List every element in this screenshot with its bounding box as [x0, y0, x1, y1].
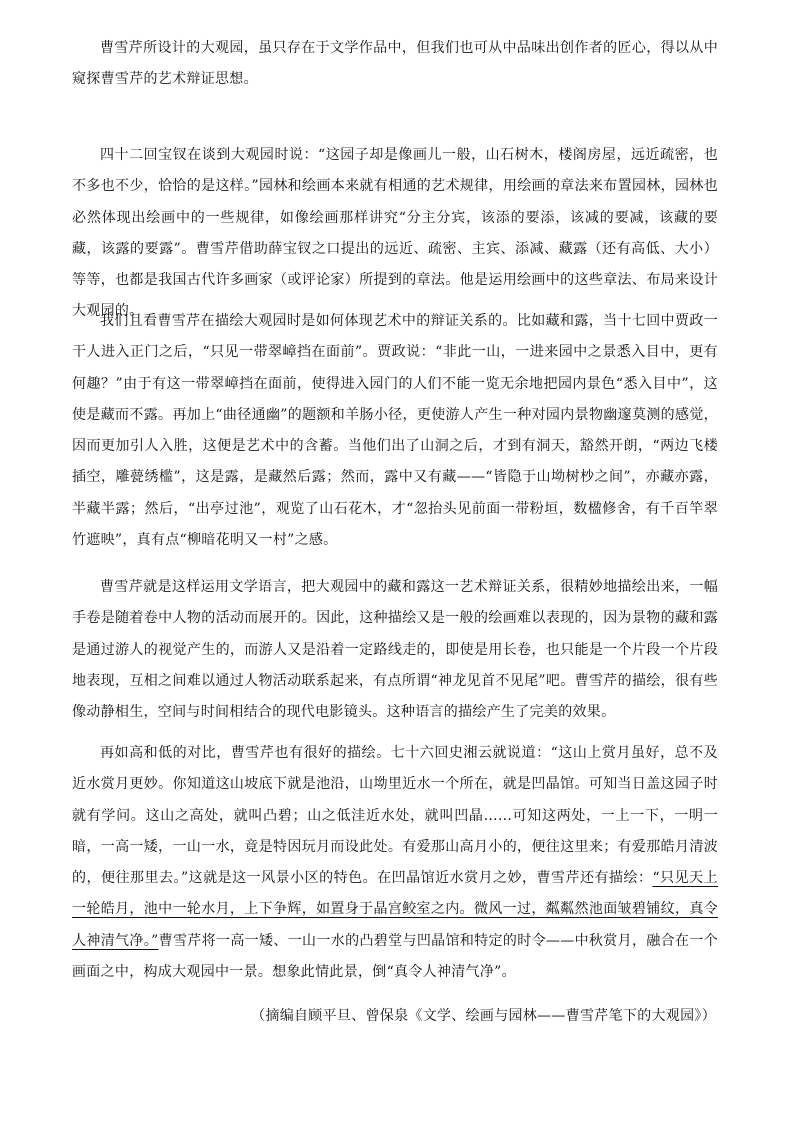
paragraph-3: 我们且看曹雪芹在描绘大观园时是如何体现艺术中的辩证关系的。比如藏和露，当十七回中贾政一干人进入正门之后，“只见一带翠嶂挡在面前”。贾政说：“非此一山，一进来园中之景悉入目中，更有何趣？”由于有这一带翠嶂挡在面前，使得进入园门的人们不能一览无余地把园内景色“悉入目中”，这使是藏而不露。再加上“曲径通幽”的题额和羊肠小径，更使游人产生一种对园内景物幽邃莫测的感觉，因而更加引人入胜，这便是艺术中的含蓄。当他们出了山洞之后，才到有洞天，豁然开朗，“两边飞楼插空，雕甍绣槛”，这是露，是藏然后露；然而，露中又有藏——“皆隐于山坳树杪之间”，亦藏亦露，半藏半露；然后，“出亭过池”，观览了山石花木，才“忽抬头见前面一带粉垣，数楹修舍，有千百竿翠竹遮映”，真有点“柳暗花明又一村”之感。 [72, 313, 718, 549]
underlined-quote: “只见天上一轮皓月，池中一轮水月，上下争辉，如置身于晶宫鲛室之内。微风一过，粼粼然池面皱碧铺纹，真令人神清气净。” [72, 870, 718, 949]
paragraph-2: 四十二回宝钗在谈到大观园时说：“这园子却是像画儿一般，山石树木，楼阁房屋，远近疏密，也不多也不少，恰恰的是这样。”园林和绘画本来就有相通的艺术规律，用绘画的章法来布置园林，园林也必然体现出绘画中的一些规律，如像绘画那样讲究“分主分宾，该添的要添，该减的要减，该藏的要藏，该露的要露”。曹雪芹借助薛宝钗之口提出的远近、疏密、主宾、添减、藏露（还有高低、大小）等等，也都是我国古代许多画家（或评论家）所提到的章法。他是运用绘画中的这些章法、布局来设计大观园的。 [72, 147, 718, 320]
paragraph-4: 曹雪芹就是这样运用文学语言，把大观园中的藏和露这一艺术辩证关系，很精妙地描绘出来，一幅手卷是随着卷中人物的活动而展开的。因此，这种描绘又是一般的绘画难以表现的，因为景物的藏和露是通过游人的视觉产生的，而游人又是沿着一定路线走的，即使是用长卷，也只能是一个片段一个片段地表现，互相之间难以通过人物活动联系起来，有点所谓“神龙见首不见尾”吧。曹雪芹的描绘，很有些像动静相生，空间与时间相结合的现代电影镜头。这种语言的描绘产生了完美的效果。 [72, 579, 718, 721]
paragraph-5-text-a: 再如高和低的对比，曹雪芹也有很好的描绘。七十六回史湘云就说道：“这山上赏月虽好，总不及近水赏月更妙。你知道这山坡底下就是池沿，山坳里近水一个所在，就是凹晶馆。可知当日盖这园子时就有学问。这山之高处，就叫凸碧；山之低洼近水处，就叫凹晶……可知这两处，一上一下，一明一暗，一高一矮，一山一水，竟是特因玩月而设此处。有爱那山高月小的，便往这里来；有爱那皓月清波的，便往那里去。”这就是这一风景小区的特色。在凹晶馆近水赏月之妙，曹雪芹还有描绘： [72, 745, 718, 887]
source-citation: （摘编自顾平旦、曾保泉《文学、绘画与园林——曹雪芹笔下的大观园》） [251, 1008, 716, 1024]
paragraph-1: 曹雪芹所设计的大观园，虽只存在于文学作品中，但我们也可从中品味出创作者的匠心，得以从中窥探曹雪芹的艺术辩证思想。 [72, 40, 718, 88]
paragraph-5-text-b: 曹雪芹将一高一矮、一山一水的凸碧堂与凹晶馆和特定的时令——中秋赏月，融合在一个画面之中，构成大观园中一景。想象此情此景，倒“真令人神清气净”。 [72, 932, 718, 981]
paragraph-5 [72, 738, 718, 988]
